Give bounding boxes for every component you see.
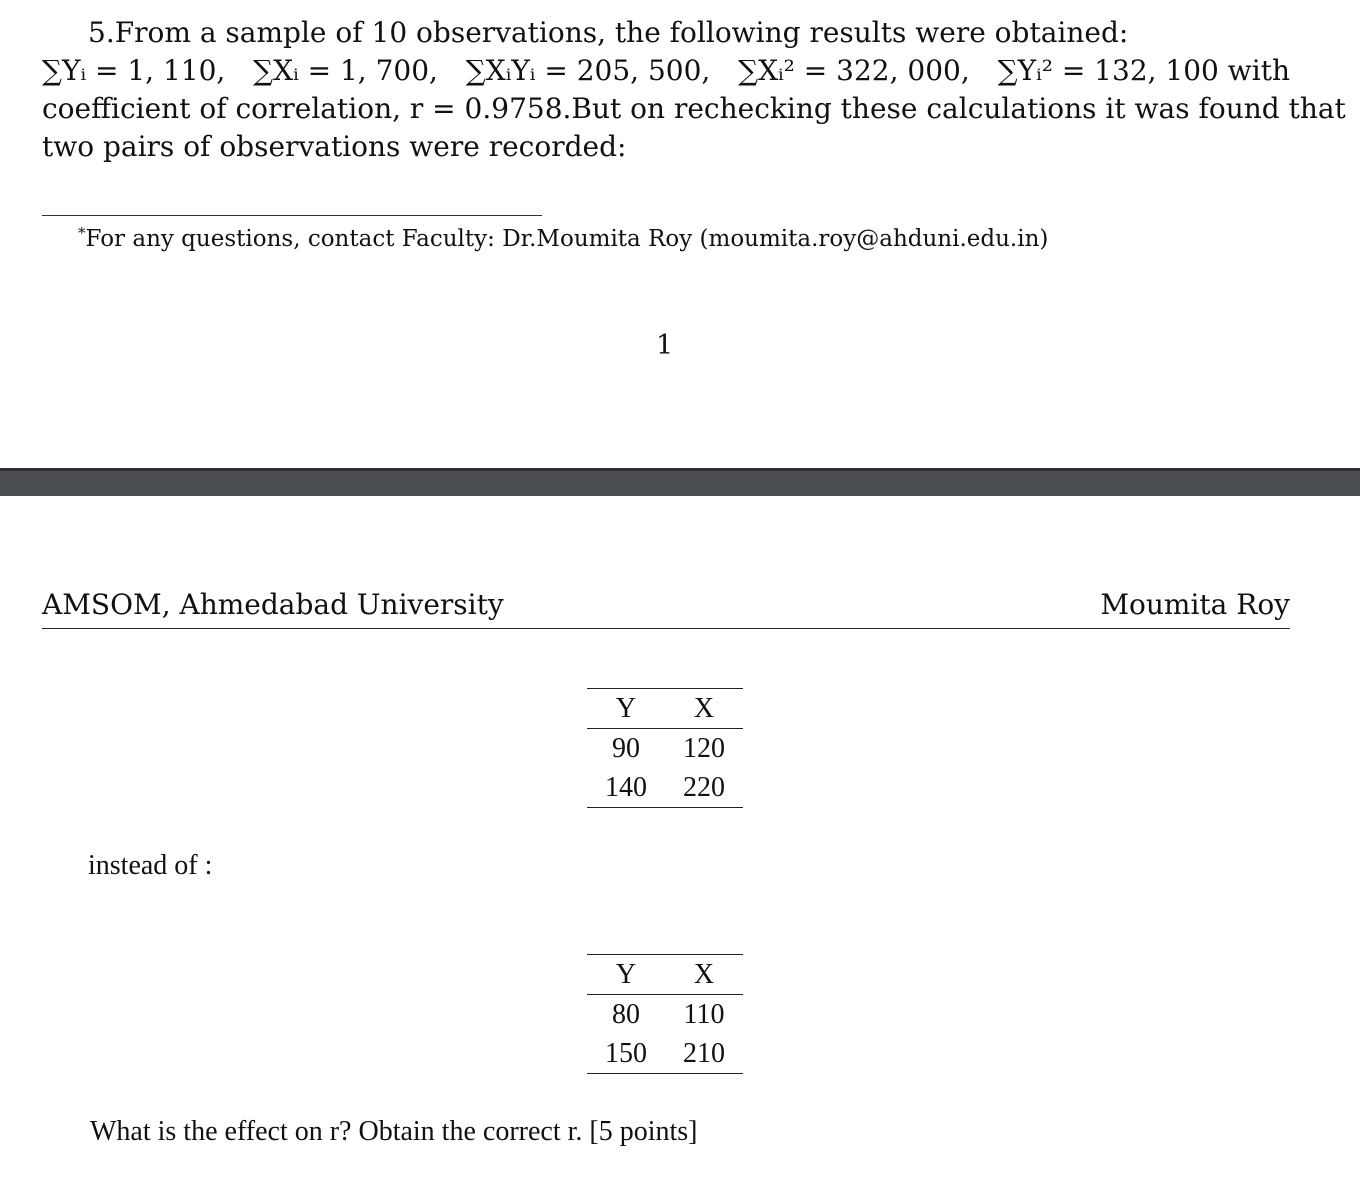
problem-statement	[42, 14, 1346, 166]
page-separator	[0, 468, 1360, 496]
cell-x: 210	[665, 1034, 743, 1074]
column-header-x: X	[665, 955, 743, 995]
problem-line-3	[42, 90, 1346, 128]
table-row	[587, 995, 743, 1035]
footnote-rule	[42, 215, 542, 216]
correlation-text: coefficient of correlation, r = 0.9758.	[42, 92, 572, 125]
table-row	[587, 729, 743, 769]
table-header-row	[587, 689, 743, 729]
column-header-x: X	[665, 689, 743, 729]
header-author: Moumita Roy	[1100, 588, 1290, 621]
previous-page	[0, 0, 1360, 468]
problem-line-1: 5.From a sample of 10 observations, the following results were obtained:	[88, 16, 1129, 49]
instead-of-label: instead of :	[88, 850, 213, 881]
sum-x2: ∑Xᵢ² = 322, 000,	[738, 54, 970, 87]
question-text: What is the effect on r? Obtain the correct r. [5 points]	[90, 1116, 698, 1147]
table-header-row	[587, 955, 743, 995]
footnote-text: For any questions, contact Faculty: Dr.Moumita Roy (moumita.roy@ahduni.edu.in)	[85, 226, 1049, 252]
actual-observations-table	[587, 954, 743, 1074]
table-row	[587, 1034, 743, 1074]
cell-y: 150	[587, 1034, 665, 1074]
cell-y: 140	[587, 768, 665, 808]
cell-y: 90	[612, 732, 640, 764]
header-institution: AMSOM, Ahmedabad University	[42, 588, 504, 621]
cell-x: 120	[683, 732, 725, 764]
sum-xy: ∑XᵢYᵢ = 205, 500,	[465, 54, 711, 87]
page-header	[42, 588, 1290, 629]
sum-y: ∑Yᵢ = 1, 110,	[42, 54, 226, 87]
recorded-observations-table	[587, 688, 743, 808]
page-number: 1	[656, 330, 674, 361]
problem-line-2	[42, 52, 1290, 90]
table-row	[587, 768, 743, 808]
cell-x: 220	[665, 768, 743, 808]
cell-x: 110	[683, 998, 725, 1030]
sum-y2: ∑Yᵢ² = 132, 100 with	[997, 54, 1290, 87]
recheck-text: But on rechecking these calculations it was found that	[571, 92, 1346, 125]
sum-x: ∑Xᵢ = 1, 700,	[253, 54, 438, 87]
cell-y: 80	[612, 998, 640, 1030]
column-header-y: Y	[587, 689, 665, 729]
column-header-y: Y	[587, 955, 665, 995]
problem-line-4: two pairs of observations were recorded:	[42, 130, 627, 163]
footnote-marker: *	[78, 224, 86, 242]
footnote	[78, 224, 1048, 252]
